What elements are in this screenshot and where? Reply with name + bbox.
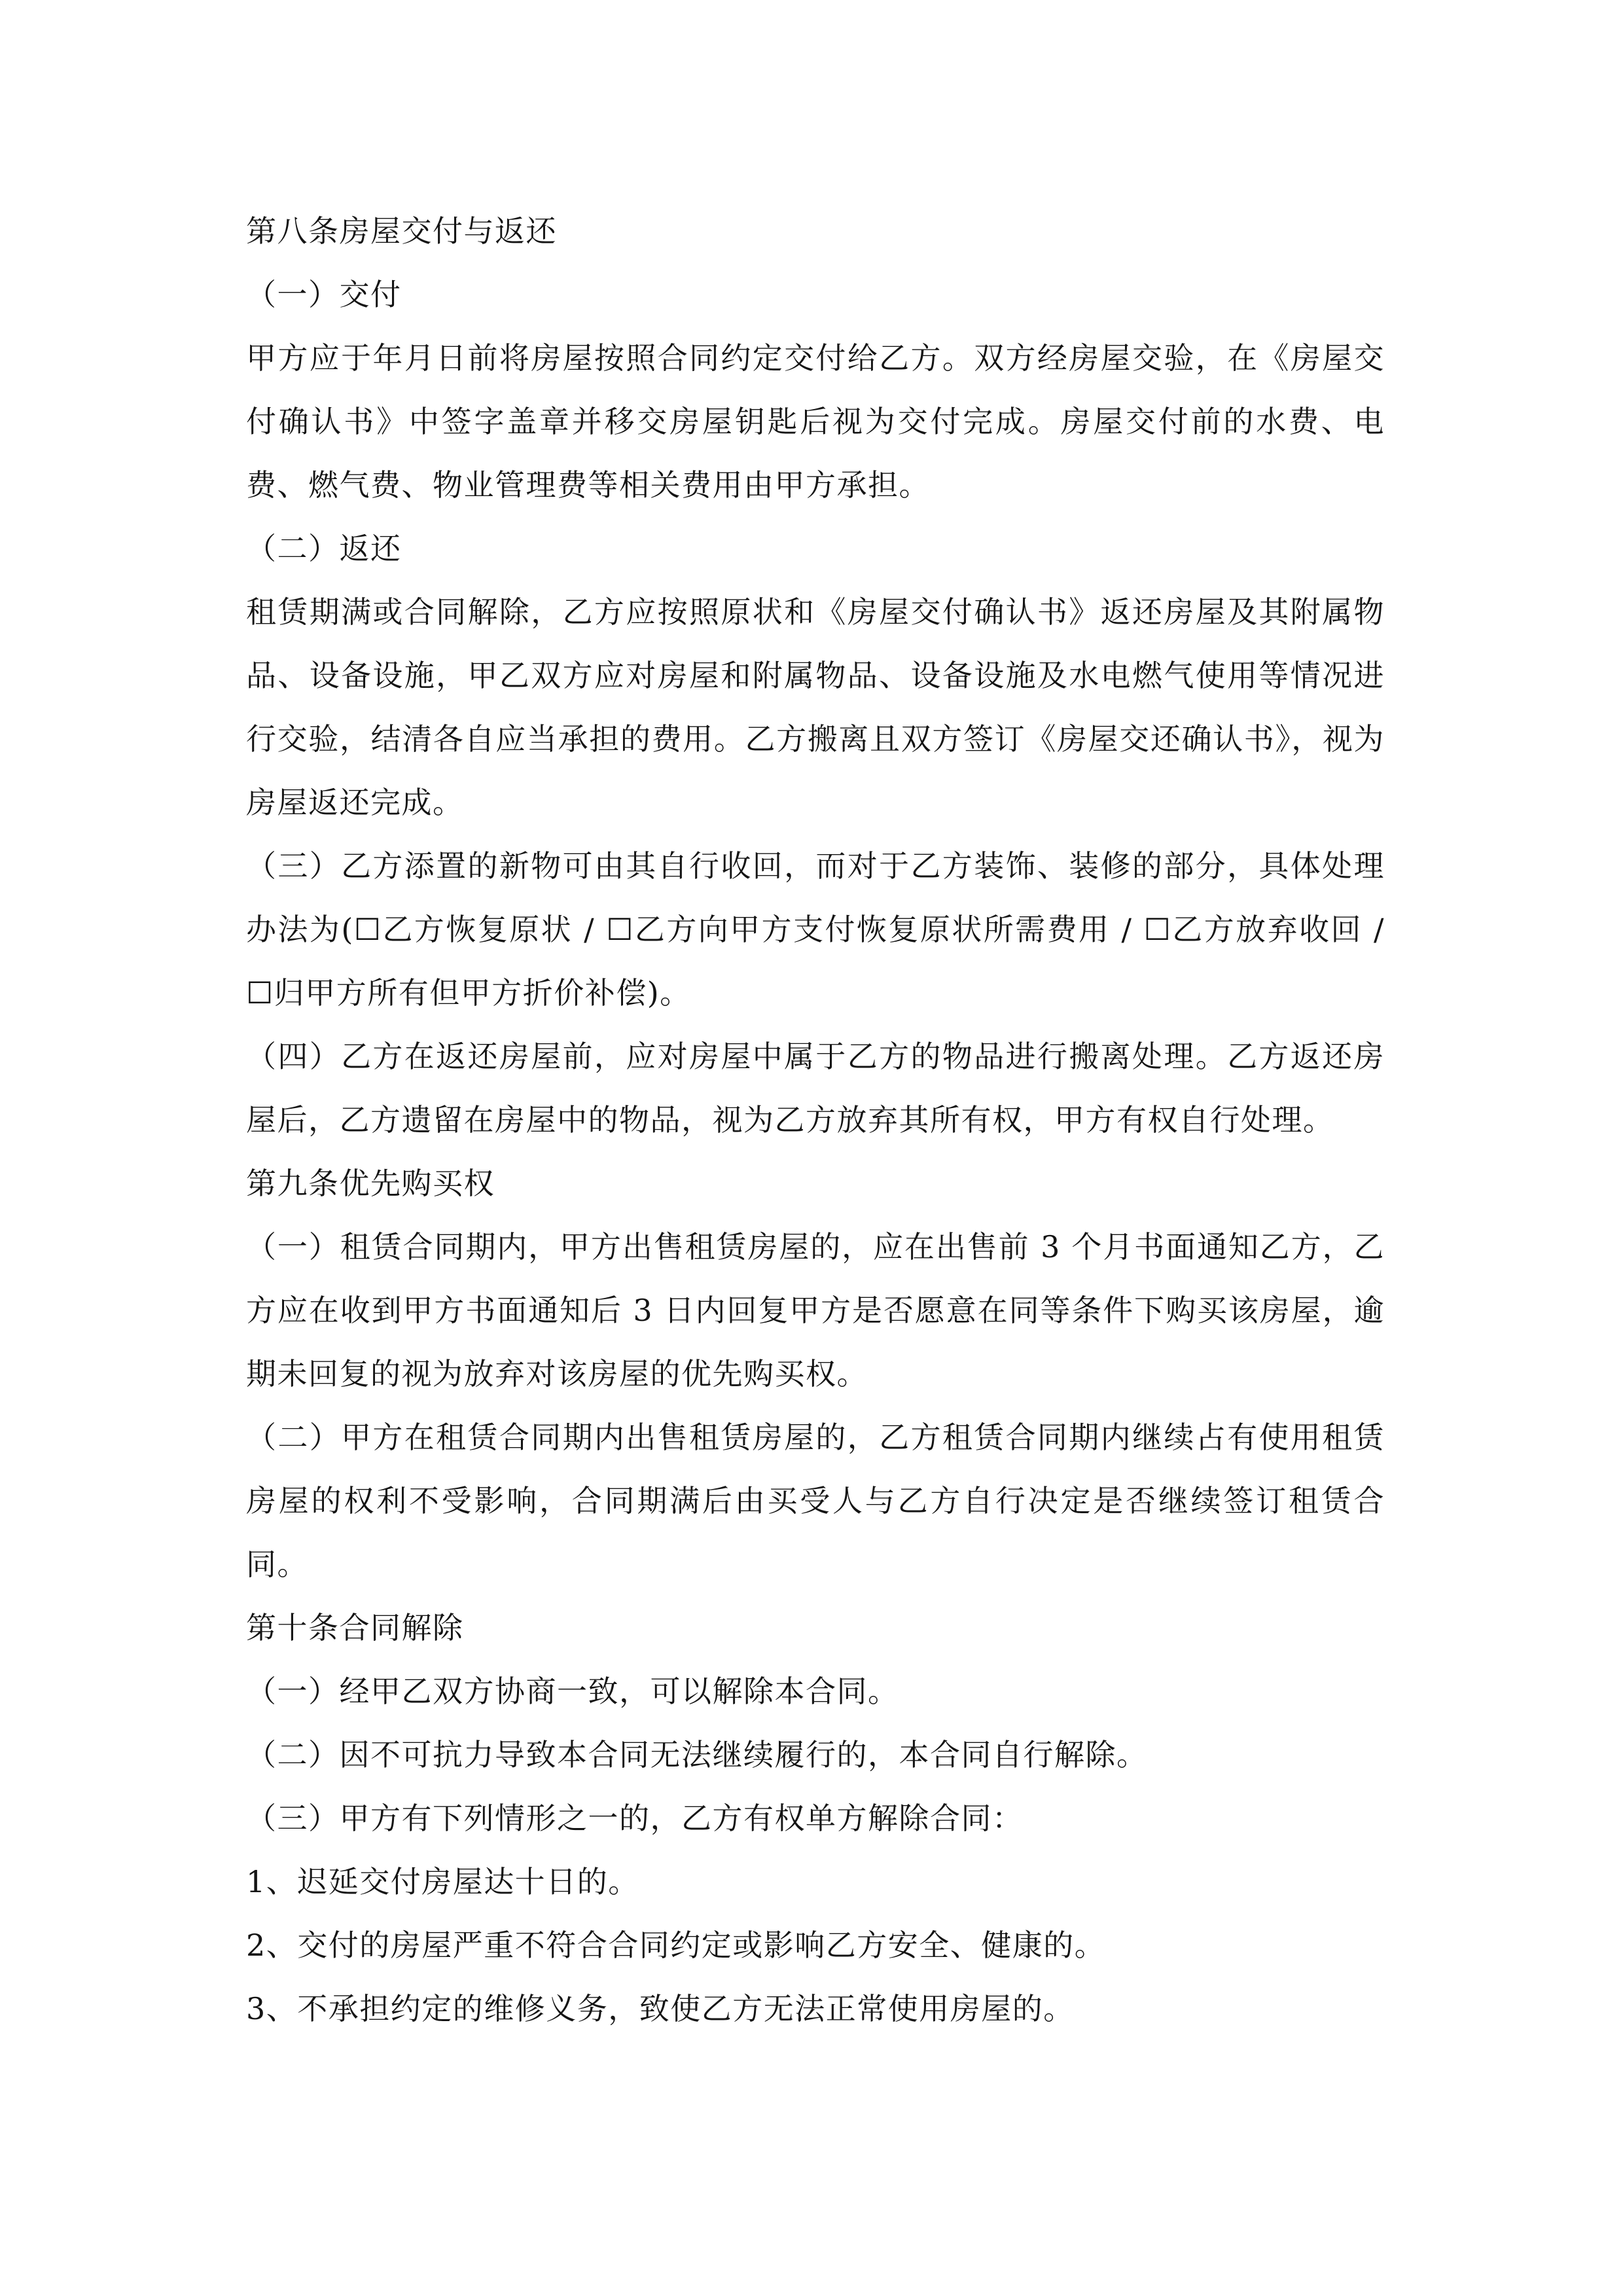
article-8-heading: 第八条房屋交付与返还 [246, 213, 557, 249]
section-8-2-heading: （二）返还 [246, 531, 402, 566]
section-10-3-text: （三）甲方有下列情形之一的，乙方有权单方解除合同： [246, 1801, 1024, 1836]
list-item-1: 1、迟延交付房屋达十日的。 [246, 1864, 639, 1899]
list-item-2: 2、交付的房屋严重不符合合同约定或影响乙方安全、健康的。 [246, 1928, 1106, 1963]
section-10-1-text: （一）经甲乙双方协商一致，可以解除本合同。 [246, 1674, 899, 1709]
section-10-2-text: （二）因不可抗力导致本合同无法继续履行的，本合同自行解除。 [246, 1737, 1148, 1772]
section-8-1-heading: （一）交付 [246, 277, 402, 312]
article-10-heading: 第十条合同解除 [246, 1610, 464, 1645]
article-9-heading: 第九条优先购买权 [246, 1166, 495, 1201]
list-item-3: 3、不承担约定的维修义务，致使乙方无法正常使用房屋的。 [246, 1991, 1075, 2026]
section-8-4-text: （四）乙方在返还房屋前，应对房屋中属于乙方的物品进行搬离处理。乙方返还房屋后，乙方遗留在房屋中的物品，视为乙方放弃其所有权，甲方有权自行处理。 [246, 1039, 1385, 1138]
section-9-2-text: （二）甲方在租赁合同期内出售租赁房屋的，乙方租赁合同期内继续占有使用租赁房屋的权利不受影响，合同期满后由买受人与乙方自行决定是否继续签订租赁合同。 [246, 1420, 1385, 1582]
section-8-3-text: （三）乙方添置的新物可由其自行收回，而对于乙方装饰、装修的部分，具体处理办法为(☐乙方恢复原状 / ☐乙方向甲方支付恢复原状所需费用 / ☐乙方放弃收回 / ☐归甲方所有但甲方折价补偿)。 [246, 848, 1385, 1011]
section-9-1-text: （一）租赁合同期内，甲方出售租赁房屋的，应在出售前 3 个月书面通知乙方，乙方应在收到甲方书面通知后 3 日内回复甲方是否愿意在同等条件下购买该房屋，逾期未回复的视为放弃对该房屋的优先购买权。 [246, 1229, 1385, 1391]
document-body [246, 200, 1385, 2041]
section-8-1-text: 甲方应于年月日前将房屋按照合同约定交付给乙方。双方经房屋交验，在《房屋交付确认书》中签字盖章并移交房屋钥匙后视为交付完成。房屋交付前的水费、电费、燃气费、物业管理费等相关费用由甲方承担。 [246, 340, 1385, 503]
section-8-2-text: 租赁期满或合同解除，乙方应按照原状和《房屋交付确认书》返还房屋及其附属物品、设备设施，甲乙双方应对房屋和附属物品、设备设施及水电燃气使用等情况进行交验，结清各自应当承担的费用。乙方搬离且双方签订《房屋交还确认书》，视为房屋返还完成。 [246, 594, 1385, 820]
